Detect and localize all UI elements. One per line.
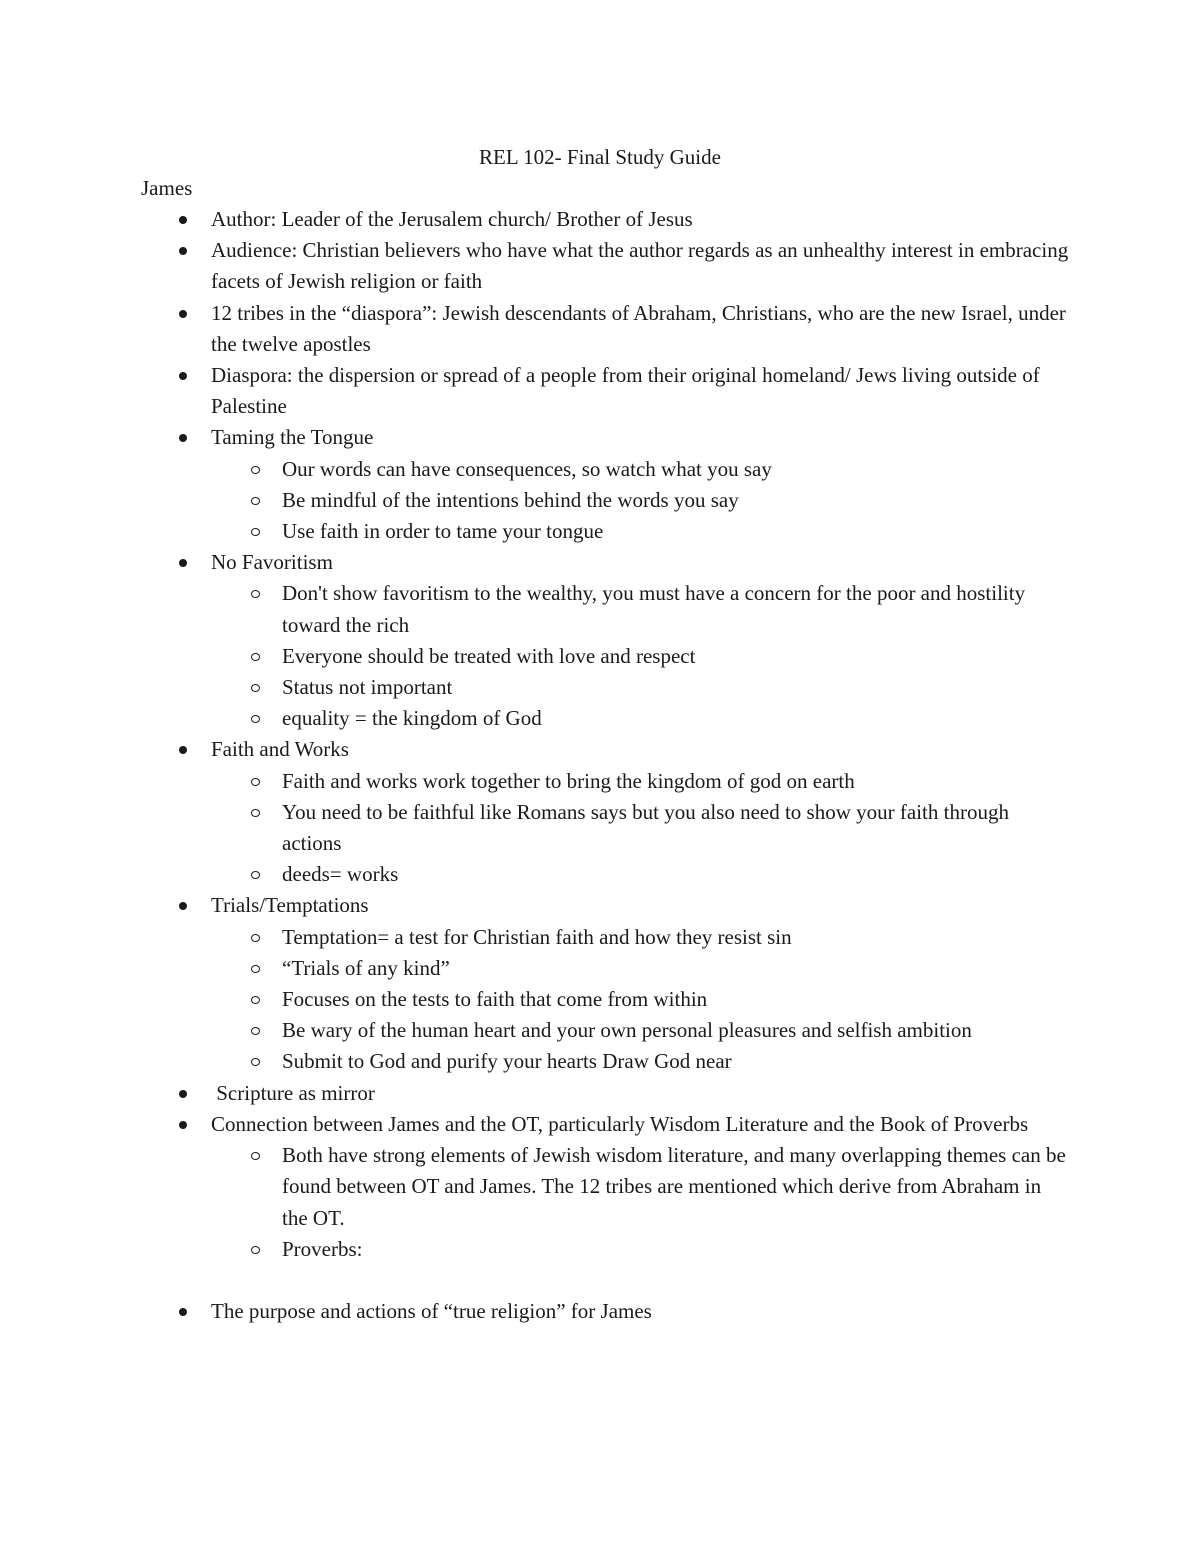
sub-list-item: Both have strong elements of Jewish wisdom literature, and many overlapping themes can be found between OT and James. The 12 tribes are mentioned which derive from Abraham in the OT. [211,1140,1071,1234]
hollow-bullet-icon [251,1246,260,1254]
sub-list-item: “Trials of any kind” [211,953,1071,984]
list-item: Faith and Works Faith and works work together to bring the kingdom of god on earth You need to be faithful like Romans says but you also need to show your faith through actions deeds= works [141,734,1071,890]
list-item: Connection between James and the OT, particularly Wisdom Literature and the Book of Proverbs Both have strong elements of Jewish wisdom literature, and many overlapping themes can be found between OT and James. The 12 tribes are mentioned which derive from Abraham in the OT. Proverbs: [141,1109,1071,1296]
list-item: Taming the Tongue Our words can have consequences, so watch what you say Be mindful of the intentions behind the words you say Use faith in order to tame your tongue [141,422,1071,547]
hollow-bullet-icon [251,653,260,661]
sub-list-item: Our words can have consequences, so watch what you say [211,454,1071,485]
sub-list [211,766,1071,891]
section-heading: James [141,176,193,200]
list-item: The purpose and actions of “true religion” for James [141,1296,1071,1327]
list-item: Diaspora: the dispersion or spread of a people from their original homeland/ Jews living outside of Palestine [141,360,1071,422]
hollow-bullet-icon [251,1152,260,1160]
sub-list [211,454,1071,548]
sub-list-item: Be wary of the human heart and your own personal pleasures and selfish ambition [211,1015,1071,1046]
sub-list [211,578,1071,734]
sub-list-item: deeds= works [211,859,1071,890]
hollow-bullet-icon [251,778,260,786]
hollow-bullet-icon [251,934,260,942]
sub-list-item: Everyone should be treated with love and respect [211,641,1071,672]
hollow-bullet-icon [251,466,260,474]
blank-line [211,1265,1071,1296]
hollow-bullet-icon [251,871,260,879]
sub-list-item: Status not important [211,672,1071,703]
sub-list-item: Don't show favoritism to the wealthy, you must have a concern for the poor and hostility toward the rich [211,578,1071,640]
hollow-bullet-icon [251,528,260,536]
bullet-icon [179,1121,187,1129]
bullet-icon [179,372,187,380]
bullet-icon [179,247,187,255]
sub-list-item: Use faith in order to tame your tongue [211,516,1071,547]
sub-list-item: Proverbs: [211,1234,1071,1265]
sub-list-item: You need to be faithful like Romans says but you also need to show your faith through actions [211,797,1071,859]
list-item: 12 tribes in the “diaspora”: Jewish descendants of Abraham, Christians, who are the new Israel, under the twelve apostles [141,298,1071,360]
bullet-icon [179,902,187,910]
list-item: No Favoritism Don't show favoritism to the wealthy, you must have a concern for the poor and hostility toward the rich Everyone should be treated with love and respect Status not important equality = the kingdom of God [141,547,1071,734]
bullet-icon [179,216,187,224]
hollow-bullet-icon [251,715,260,723]
bullet-icon [179,559,187,567]
sub-list [211,922,1071,1078]
hollow-bullet-icon [251,684,260,692]
document-title: REL 102- Final Study Guide [479,145,721,169]
bullet-icon [179,434,187,442]
bullet-icon [179,1090,187,1098]
hollow-bullet-icon [251,965,260,973]
list-item: Author: Leader of the Jerusalem church/ Brother of Jesus [141,204,1071,235]
hollow-bullet-icon [251,1058,260,1066]
sub-list-item: Focuses on the tests to faith that come from within [211,984,1071,1015]
hollow-bullet-icon [251,1027,260,1035]
hollow-bullet-icon [251,590,260,598]
bullet-icon [179,310,187,318]
list-item: Scripture as mirror [141,1078,1071,1109]
sub-list [211,1140,1071,1265]
hollow-bullet-icon [251,996,260,1004]
bullet-list [141,204,1071,1327]
list-item: Audience: Christian believers who have what the author regards as an unhealthy interest in embracing facets of Jewish religion or faith [141,235,1071,297]
sub-list-item: Be mindful of the intentions behind the words you say [211,485,1071,516]
hollow-bullet-icon [251,809,260,817]
bullet-icon [179,746,187,754]
sub-list-item: Faith and works work together to bring the kingdom of god on earth [211,766,1071,797]
sub-list-item: Submit to God and purify your hearts Draw God near [211,1046,1071,1077]
hollow-bullet-icon [251,497,260,505]
sub-list-item: Temptation= a test for Christian faith and how they resist sin [211,922,1071,953]
sub-list-item: equality = the kingdom of God [211,703,1071,734]
bullet-icon [179,1308,187,1316]
list-item: Trials/Temptations Temptation= a test for Christian faith and how they resist sin “Trials of any kind” Focuses on the tests to faith that come from within Be wary of the human heart and your own personal pleasures and selfish ambition Submit to God and purify your hearts Draw God near [141,890,1071,1077]
